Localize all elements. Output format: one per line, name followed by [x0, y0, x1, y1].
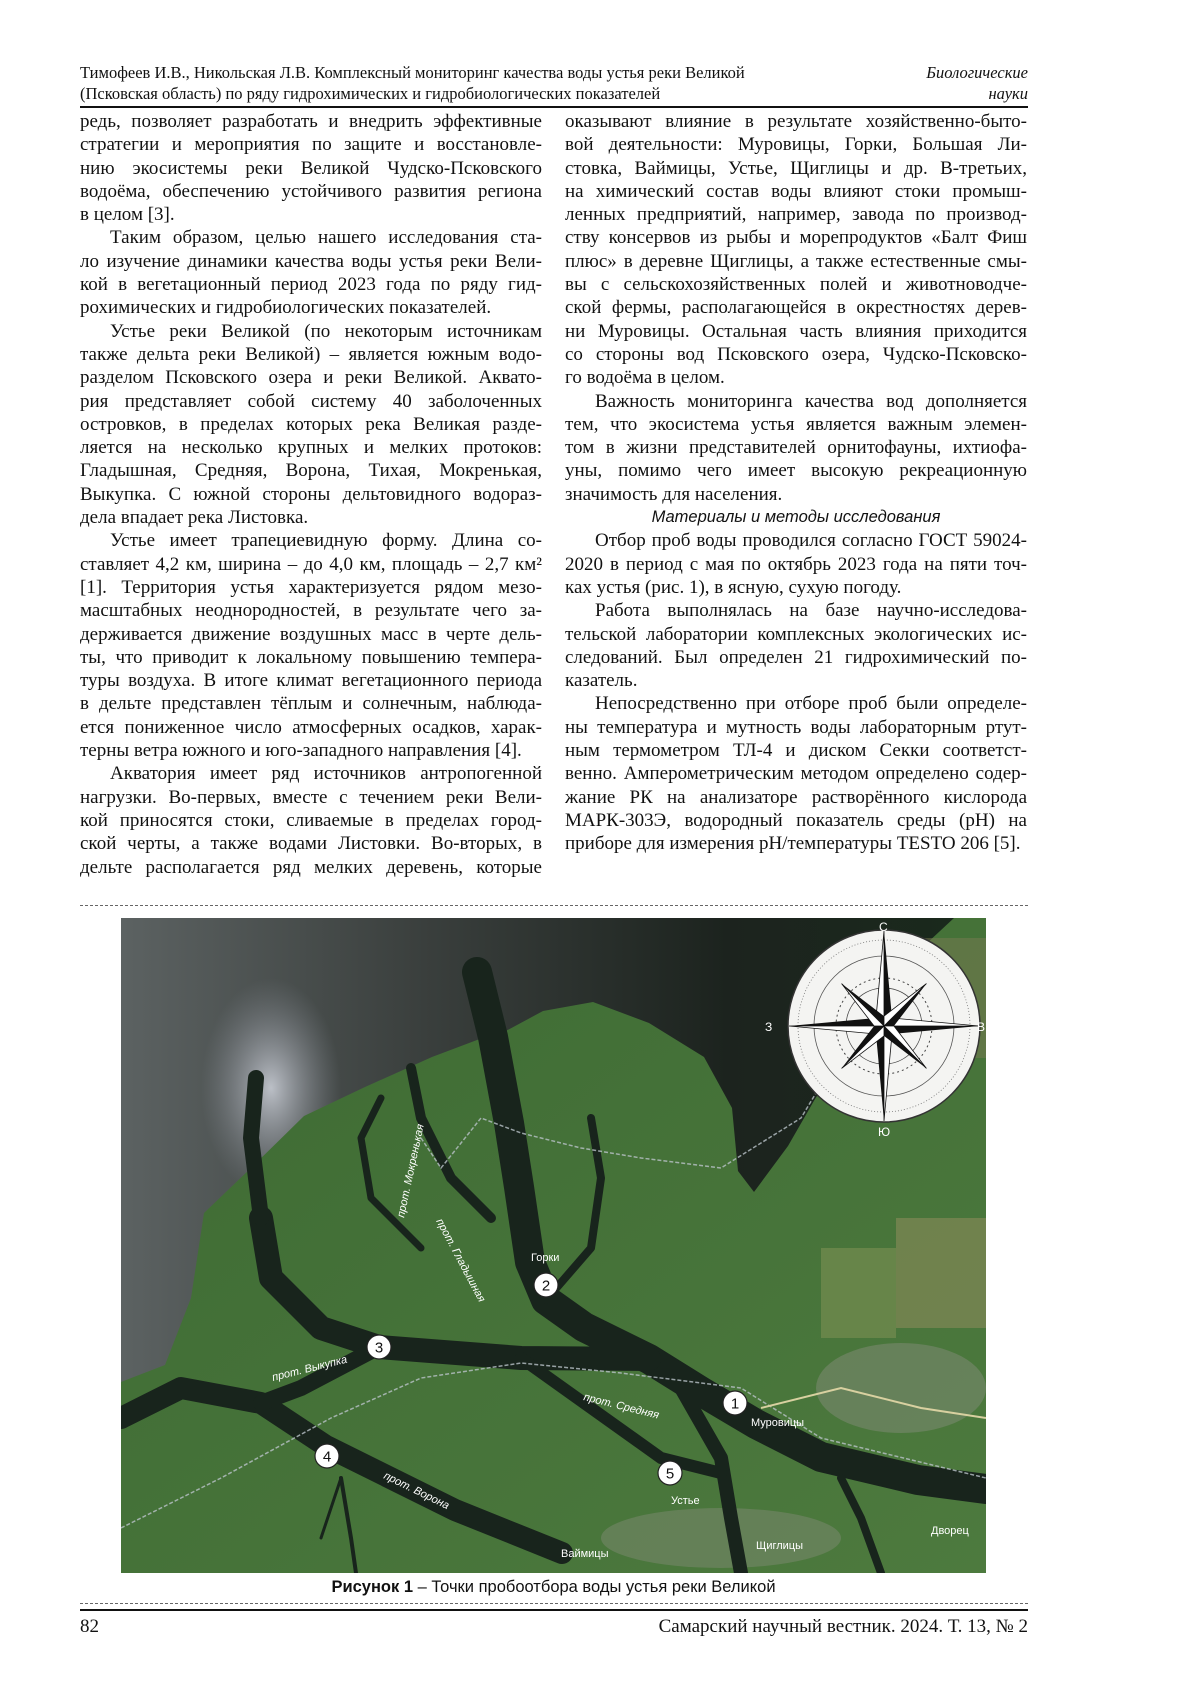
- page-number: 82: [80, 1616, 99, 1637]
- place-label-shchiglitsy: Щиглицы: [756, 1540, 803, 1552]
- text-line: разделом Псковского озера и реки Великой. Аквато-: [80, 367, 542, 389]
- text-line: редь, позволяет разработать и внедрить эффективные: [80, 111, 542, 132]
- section-heading: Материалы и методы исследования: [651, 508, 941, 527]
- figure-top-divider: [80, 905, 1028, 906]
- text-line: Гладышная, Средняя, Ворона, Тихая, Мокренькая,: [80, 460, 542, 482]
- channel-label-mokrenkaya: прот. Мокренькая: [395, 1123, 427, 1219]
- compass-east-label: В: [977, 1020, 986, 1034]
- paragraph: [565, 390, 1027, 506]
- text-line: дельте располагается ряд мелких деревень, которые: [80, 856, 542, 878]
- text-line: островков, в пределах которых река Великая разде-: [80, 413, 542, 435]
- text-line: водоёма, обеспечению устойчивого развития региона: [80, 180, 542, 202]
- text-line: Непосредственно при отборе проб были определе-: [595, 693, 1027, 715]
- text-line: го водоёма в целом.: [565, 367, 725, 389]
- text-line: рия представляет собой систему 40 заболоченных: [80, 390, 542, 412]
- text-line: значимость для населения.: [565, 483, 783, 505]
- text-line: казатель.: [565, 670, 638, 692]
- text-line: Устье реки Великой (по некоторым источникам: [110, 320, 542, 342]
- compass-north-label: С: [879, 920, 888, 934]
- paragraph: [565, 529, 1027, 599]
- text-line: ленных предприятий, например, завода по производ-: [565, 204, 1027, 226]
- text-line: том в жизни представителей орнитофауны, ихтиофа-: [565, 437, 1027, 459]
- text-line: ло изучение динамики качества воды устья реки Вели-: [80, 250, 542, 272]
- text-line: Отбор проб воды проводился согласно ГОСТ 59024-: [595, 530, 1027, 552]
- svg-text:1: 1: [730, 1395, 740, 1413]
- svg-text:2: 2: [541, 1277, 551, 1295]
- text-line: держивается движение воздушных масс в черте дель-: [80, 623, 542, 645]
- paragraph: [80, 110, 542, 226]
- text-line: приборе для измерения pH/температуры TESTO 206 [5].: [565, 833, 1021, 855]
- text-line: [1]. Территория устья характеризуется рядом мезо-: [80, 576, 542, 598]
- text-line: на химический состав воды влияют стоки промыш-: [565, 180, 1027, 202]
- text-line: туры воздуха. В итоге климат вегетационного периода: [80, 670, 542, 692]
- journal-name: Самарский научный вестник. 2024. Т. 13, № 2: [658, 1616, 1028, 1637]
- place-label-vaimitsy: Ваймицы: [561, 1548, 609, 1560]
- text-line: ется пониженное число атмосферных осадков, харак-: [80, 716, 542, 738]
- section-name: [926, 62, 1028, 104]
- paragraph: [80, 529, 542, 762]
- text-line: 2020 в период с мая по октябрь 2023 года на пяти точ-: [565, 553, 1027, 575]
- text-line: кой в вегетационный период 2023 года по ряду гид-: [80, 274, 542, 296]
- text-line: со стороны вод Псковского озера, Чудско-Псковско-: [565, 343, 1027, 365]
- text-line: в дельте представлен тёплым и солнечным, наблюда-: [80, 693, 542, 715]
- citation-line: Тимофеев И.В., Никольская Л.В. Комплексный мониторинг качества воды устья реки Великой: [80, 63, 745, 82]
- sampling-point-3: [367, 1335, 391, 1359]
- header-divider: [80, 106, 1028, 108]
- paragraph: [80, 762, 542, 878]
- text-line: тем, что экосистема устья является важным элемен-: [565, 413, 1027, 435]
- sampling-point-1: [723, 1391, 747, 1415]
- text-line: жание РК на анализаторе растворённого кислорода: [565, 786, 1027, 808]
- section-line: науки: [988, 84, 1028, 103]
- text-line: тельской лаборатории комплексных экологических ис-: [565, 623, 1027, 645]
- text-line: ты, что приводит к локальному повышению темпера-: [80, 646, 542, 668]
- text-line: Выкупка. С южной стороны дельтовидного водораз-: [80, 483, 542, 505]
- figure-caption: [0, 1578, 1107, 1597]
- svg-text:3: 3: [374, 1339, 384, 1357]
- footer-dashed-divider: [80, 1603, 1028, 1604]
- sampling-point-5: [658, 1461, 682, 1485]
- article-citation: [80, 62, 745, 104]
- text-line: Работа выполнялась на базе научно-исследова-: [595, 600, 1027, 622]
- text-line: масштабных неоднородностей, в результате чего за-: [80, 600, 542, 622]
- text-line: уны, помимо чего имеет высокую рекреационную: [565, 460, 1027, 482]
- footer-divider: [80, 1609, 1028, 1611]
- text-line: терны ветра южного и юго-западного направления [4].: [80, 740, 522, 762]
- text-line: Важность мониторинга качества вод дополняется: [595, 390, 1027, 412]
- sampling-point-2: [534, 1273, 558, 1297]
- place-label-ustye: Устье: [671, 1495, 700, 1507]
- text-line: плюс» в деревне Щиглицы, а также естественные смы-: [565, 250, 1027, 272]
- text-line: нагрузки. Во-первых, вместе с течением реки Вели-: [80, 786, 542, 808]
- paragraph: [565, 110, 1027, 390]
- text-line: ляется на несколько крупных и мелких протоков:: [80, 437, 542, 459]
- text-line: ской фермы, располагающейся в окрестностях дерев-: [565, 297, 1027, 319]
- svg-text:5: 5: [665, 1465, 675, 1483]
- text-line: оказывают влияние в результате хозяйственно-быто-: [565, 111, 1027, 132]
- section-line: Биологические: [926, 63, 1028, 82]
- text-line: вой деятельности: Муровицы, Горки, Большая Ли-: [565, 134, 1027, 156]
- text-line: ны температура и мутность воды лабораторным ртут-: [565, 716, 1027, 738]
- text-line: ни Муровицы. Остальная часть влияния приходится: [565, 320, 1027, 342]
- caption-text: – Точки пробоотбора воды устья реки Великой: [413, 1578, 776, 1596]
- text-line: Устье имеет трапециевидную форму. Длина со-: [110, 530, 542, 552]
- place-label-gorki: Горки: [531, 1252, 560, 1264]
- right-text-column: [565, 110, 1027, 856]
- text-line: дела впадает река Листовка.: [80, 507, 309, 529]
- text-line: стратегии и мероприятия по защите и восстановле-: [80, 134, 542, 156]
- place-label-dvorets: Дворец: [931, 1525, 969, 1537]
- compass-south-label: Ю: [878, 1125, 891, 1139]
- left-text-column: [80, 110, 542, 879]
- channel-label-vykupka: прот. Выкупка: [270, 1353, 349, 1384]
- text-line: ставляет 4,2 км, ширина – до 4,0 км, площадь – 2,7 км²: [80, 553, 542, 575]
- paragraph: [80, 320, 542, 530]
- field: [896, 1218, 986, 1328]
- text-line: ным термометром ТЛ-4 и диском Секки соответст-: [565, 740, 1027, 762]
- citation-line: (Псковская область) по ряду гидрохимических и гидробиологических показателей: [80, 84, 661, 103]
- compass-west-label: З: [765, 1020, 773, 1034]
- text-line: вы с сельскохозяйственных полей и животноводче-: [565, 274, 1027, 296]
- paragraph: [565, 692, 1027, 855]
- field: [821, 1248, 896, 1338]
- text-line: ству консервов из рыбы и морепродуктов «Балт Фиш: [565, 227, 1027, 249]
- channel-label-srednyaya: прот. Средняя: [582, 1391, 661, 1422]
- sampling-point-4: [315, 1444, 339, 1468]
- figure-map: [121, 918, 986, 1573]
- running-header: [80, 62, 1028, 106]
- text-line: следований. Был определен 21 гидрохимический по-: [565, 646, 1027, 668]
- text-line: Акватория имеет ряд источников антропогенной: [110, 763, 542, 785]
- text-line: Таким образом, целью нашего исследования ста-: [110, 227, 542, 249]
- channel-label-vorona: прот. Ворона: [381, 1469, 452, 1512]
- text-line: МАРК-303Э, водородный показатель среды (pH) на: [565, 809, 1027, 831]
- text-line: стовка, Ваймицы, Устье, Щиглицы и др. В-третьих,: [565, 157, 1027, 179]
- caption-label: Рисунок 1: [331, 1578, 414, 1596]
- text-line: ках устья (рис. 1), в ясную, сухую погоду.: [565, 576, 902, 598]
- text-line: ской черты, а также водами Листовки. Во-вторых, в: [80, 833, 542, 855]
- svg-text:4: 4: [322, 1448, 332, 1466]
- paragraph: [565, 599, 1027, 692]
- text-line: венно. Амперометрическим методом определено содер-: [565, 763, 1027, 785]
- text-line: нию экосистемы реки Великой Чудско-Псковского: [80, 157, 542, 179]
- place-label-murovitsy: Муровицы: [751, 1417, 805, 1429]
- text-line: в целом [3].: [80, 204, 175, 226]
- text-line: кой приносятся стоки, сливаемые в пределах город-: [80, 809, 542, 831]
- channel-label-gladyshnaya: прот. Гладышная: [433, 1216, 488, 1305]
- satellite-map: [121, 918, 986, 1573]
- paragraph: [80, 226, 542, 319]
- text-line: рохимических и гидробиологических показателей.: [80, 297, 492, 319]
- text-line: также дельта реки Великой) – является южным водо-: [80, 343, 542, 365]
- village-area: [601, 1508, 841, 1568]
